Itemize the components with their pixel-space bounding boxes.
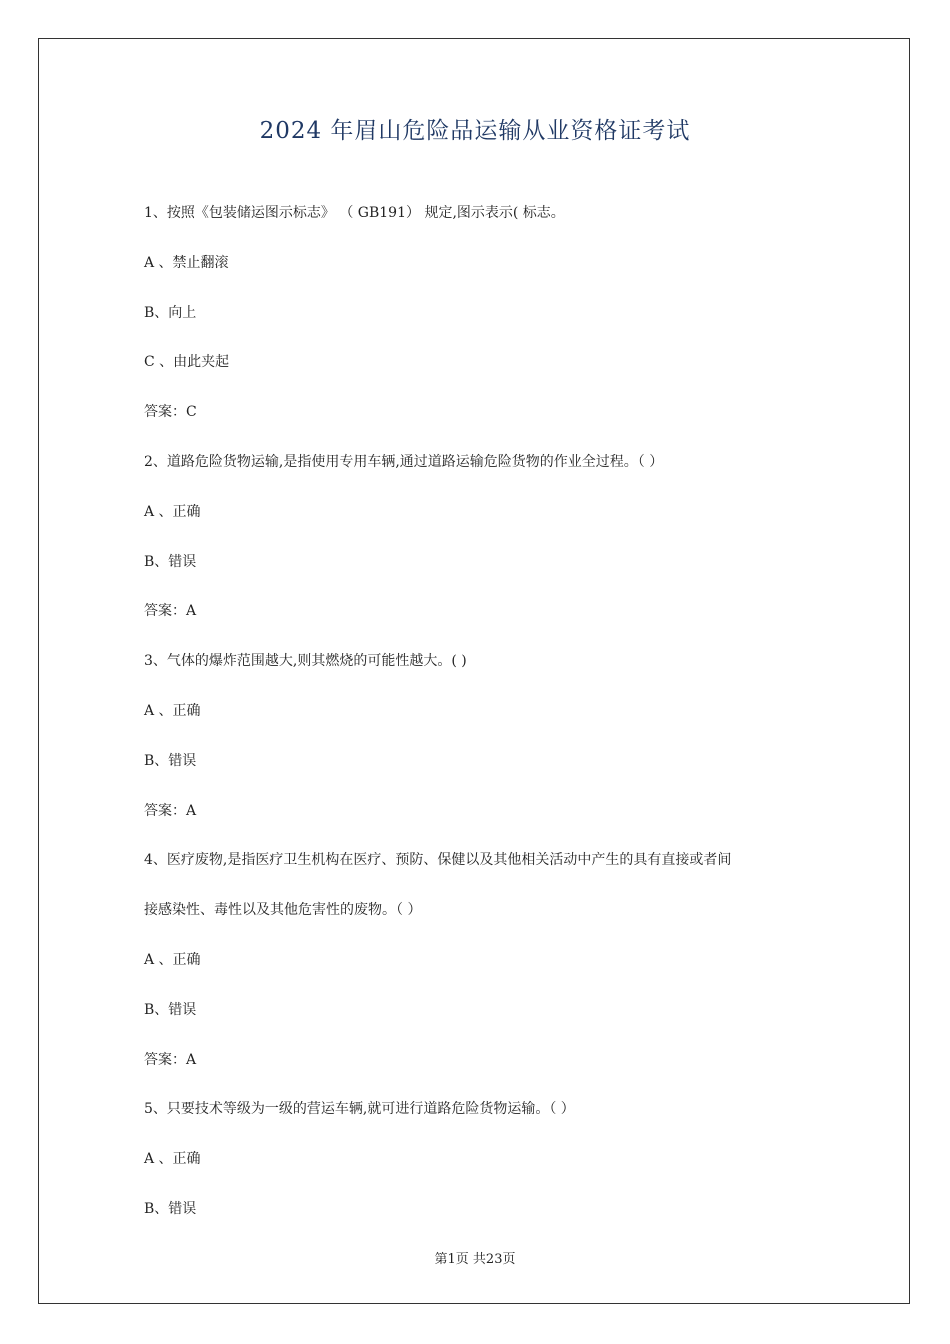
answer-text: 答案：C xyxy=(144,404,197,421)
option-text: C 、由此夹起 xyxy=(144,354,230,371)
question-list xyxy=(144,202,844,1248)
question-text-continued: 接感染性、毒性以及其他危害性的废物。（ ） xyxy=(144,902,422,919)
question-text: 5、只要技术等级为一级的营运车辆,就可进行道路危险货物运输。（ ） xyxy=(144,1101,575,1118)
option-text: B、向上 xyxy=(144,304,197,321)
option-text: B、错误 xyxy=(144,1200,197,1217)
answer-text: 答案：A xyxy=(144,1051,197,1068)
page-number-footer: 第1页 共23页 xyxy=(434,1252,516,1267)
option-text: B、错误 xyxy=(144,553,197,570)
option-text: A 、禁止翻滚 xyxy=(144,254,229,271)
option-text: B、错误 xyxy=(144,1001,197,1018)
option-text: B、错误 xyxy=(144,752,197,769)
question-text: 2、道路危险货物运输,是指使用专用车辆,通过道路运输危险货物的作业全过程。（ ） xyxy=(144,453,664,470)
question-text: 4、医疗废物,是指医疗卫生机构在医疗、预防、保健以及其他相关活动中产生的具有直接或者间 xyxy=(144,852,732,869)
answer-text: 答案：A xyxy=(144,603,197,620)
question-text: 1、按照《包装储运图示标志》 （ GB191） 规定,图示表示( 标志。 xyxy=(144,205,565,221)
option-text: A 、正确 xyxy=(144,951,201,968)
option-text: A 、正确 xyxy=(144,702,201,719)
document-title: 2024 年眉山危险品运输从业资格证考试 xyxy=(259,118,691,144)
answer-text: 答案：A xyxy=(144,802,197,819)
question-text: 3、气体的爆炸范围越大,则其燃烧的可能性越大。( ) xyxy=(144,653,467,670)
option-text: A 、正确 xyxy=(144,503,201,520)
option-text: A 、正确 xyxy=(144,1151,201,1168)
